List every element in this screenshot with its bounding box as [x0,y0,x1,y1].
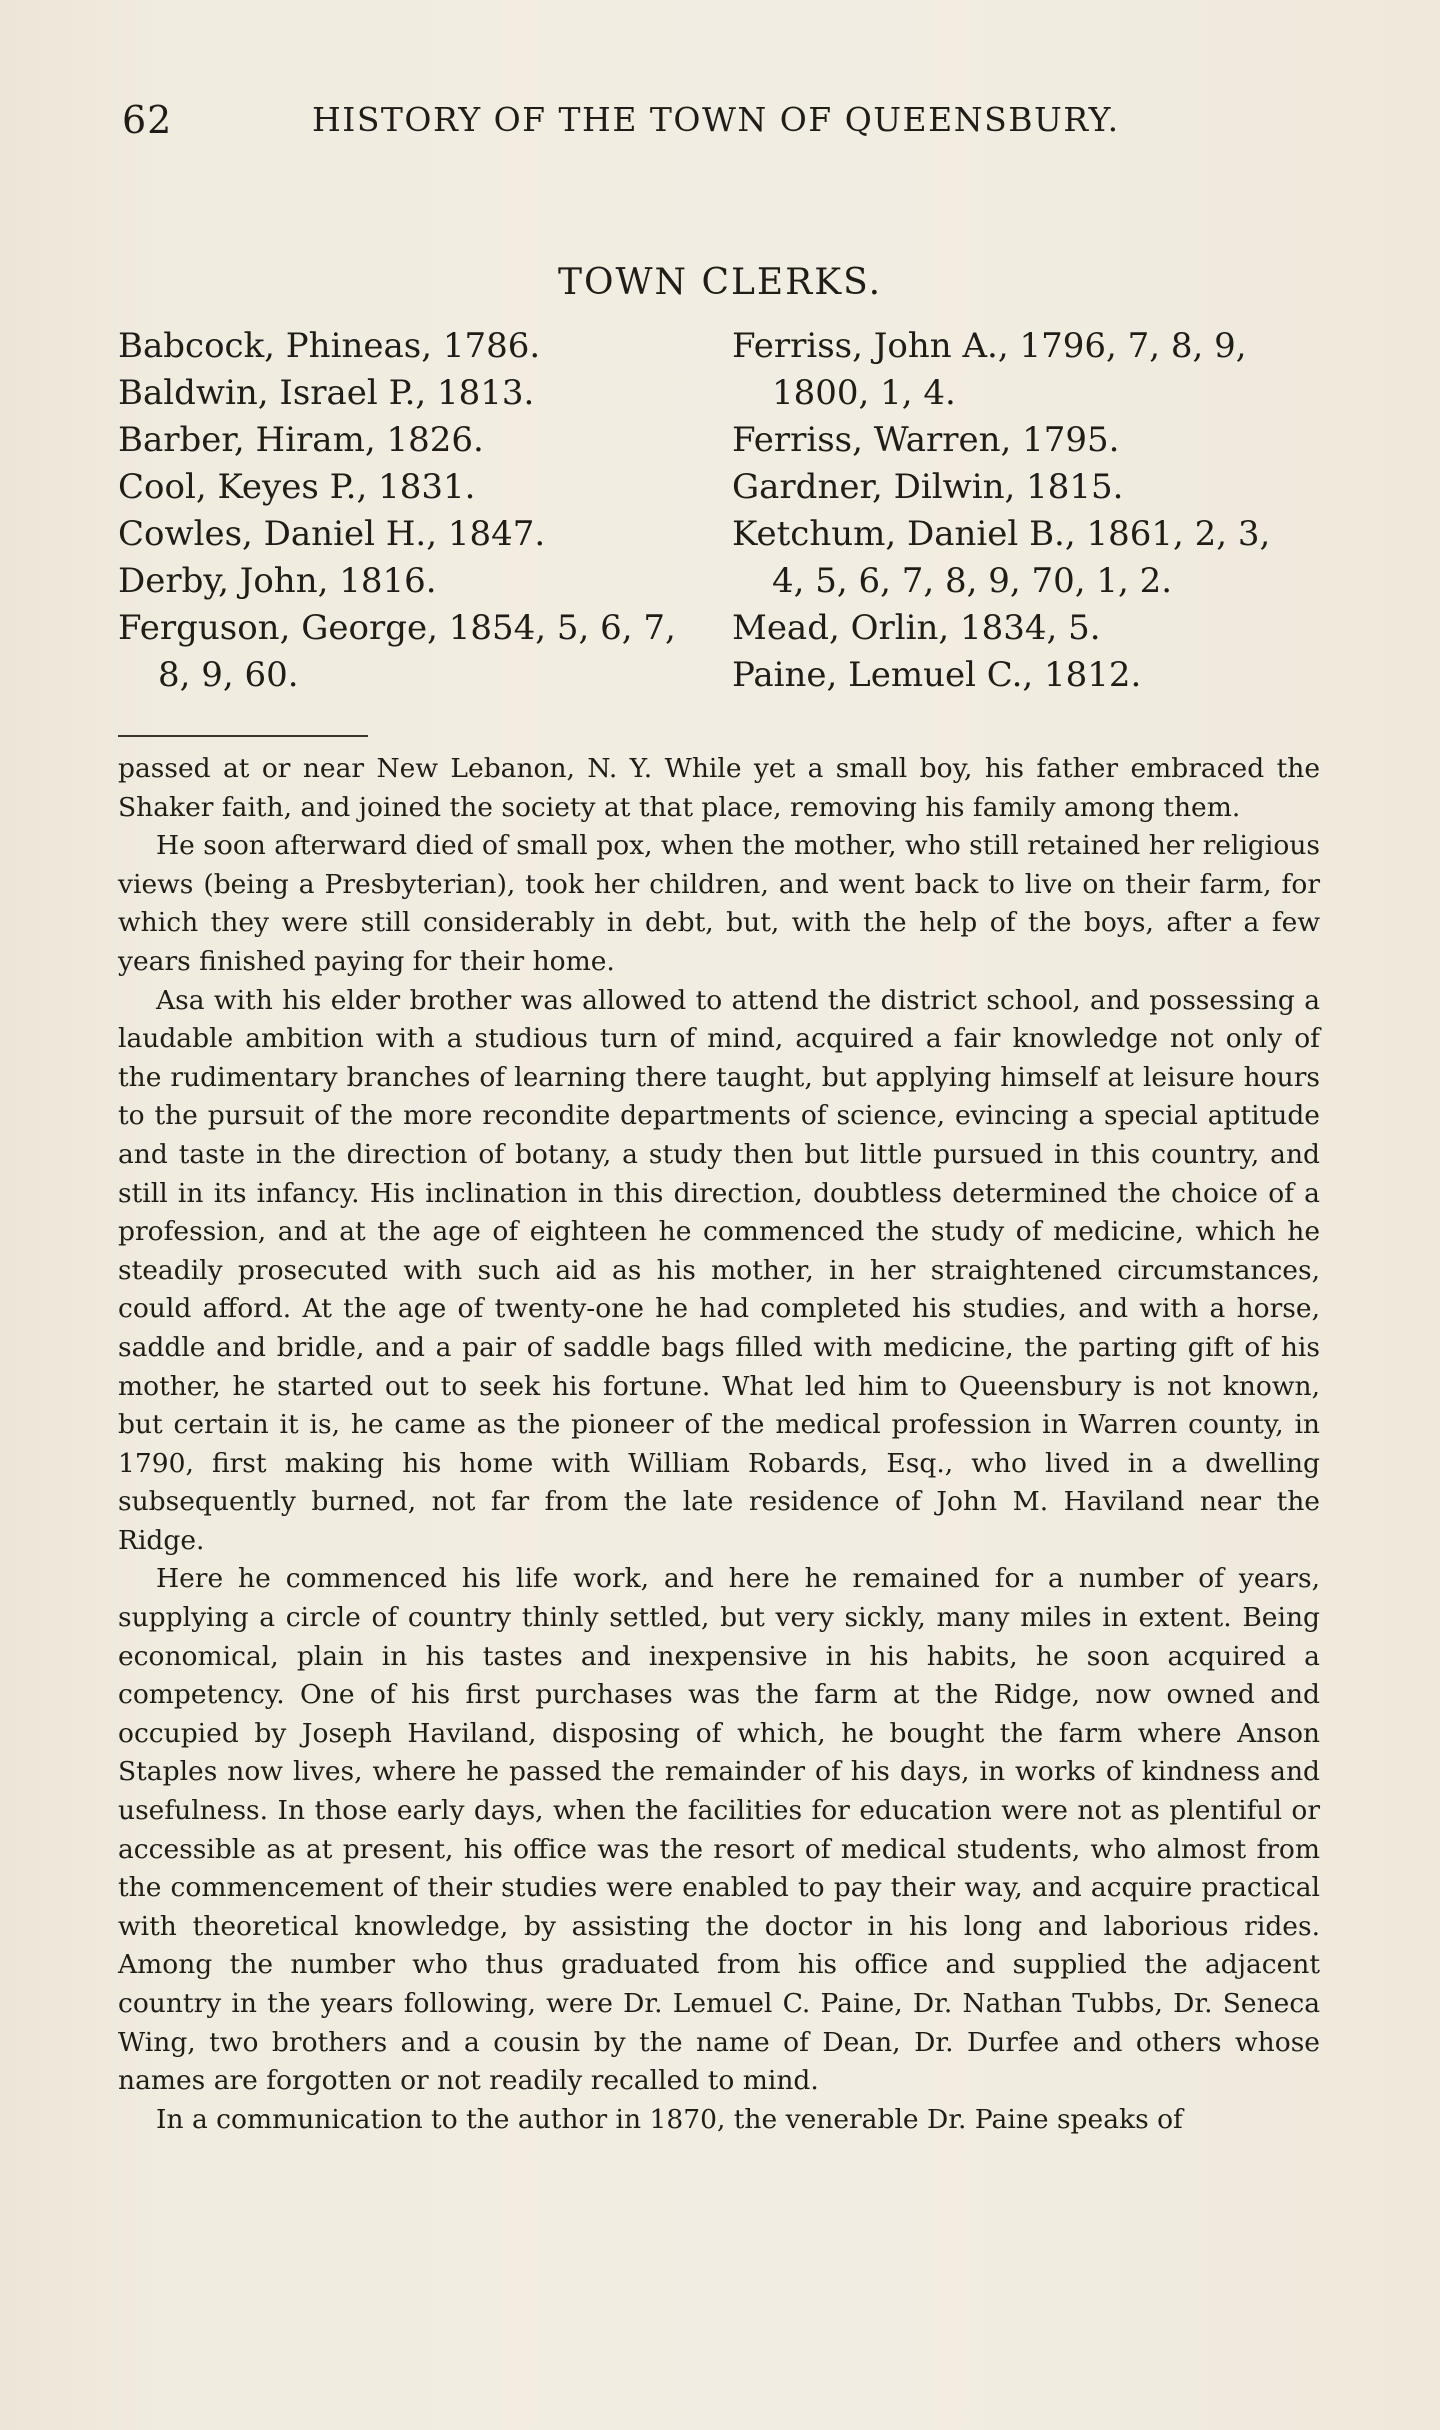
clerk-name: Baldwin, Israel P. [118,373,416,413]
clerk-years: 1831. [378,467,476,507]
clerk-entry: Ferguson, George, 1854, 5, 6, 7, [118,608,676,648]
clerk-years: 1786. [442,326,541,366]
clerk-entry: Babcock, Phineas, 1786. [118,326,541,366]
clerk-name: Babcock, Phineas [118,326,422,366]
clerk-entry: Gardner, Dilwin, 1815. [732,467,1124,507]
clerk-entry: Cool, Keyes P., 1831. [118,467,476,507]
clerk-name: Ferriss, John A. [732,326,998,366]
clerk-entry-continuation: 1800, 1, 4. [772,373,956,413]
clerk-name: Ferriss, Warren [732,420,1001,460]
paragraph: He soon afterward died of small pox, when the mother, who still retained her religious views (being a Presbyterian), took her children, and went back to live on their farm, for which they were still considerably in debt, but, with the help of the boys, after a few years finished paying for their home. [118,830,1320,977]
running-head [122,98,1322,148]
clerk-name: Gardner, Dilwin [732,467,1005,507]
town-clerks-list [118,323,1338,723]
clerk-years: 1812. [1044,655,1142,695]
clerk-name: Barber, Hiram [118,420,365,460]
clerk-entry: Cowles, Daniel H., 1847. [118,514,546,554]
clerk-entry: Paine, Lemuel C., 1812. [732,655,1142,695]
page-number: 62 [122,98,173,142]
clerk-name: Derby, John [118,561,318,601]
clerk-name: Cowles, Daniel H. [118,514,427,554]
clerk-name: Mead, Orlin [732,608,939,648]
clerk-entry: Derby, John, 1816. [118,561,437,601]
running-title: HISTORY OF THE TOWN OF QUEENSBURY. [312,100,1120,139]
clerk-name: Cool, Keyes P. [118,467,357,507]
clerk-years: 1861, 2, 3, [1086,514,1271,554]
section-divider [118,735,368,737]
clerk-entry: Ketchum, Daniel B., 1861, 2, 3, [732,514,1271,554]
clerk-years: 1796, 7, 8, 9, [1019,326,1247,366]
clerk-entry: Barber, Hiram, 1826. [118,420,484,460]
clerks-right-column [732,323,1342,699]
clerk-years: 1826. [386,420,484,460]
clerk-entry: Mead, Orlin, 1834, 5. [732,608,1101,648]
clerk-name: Paine, Lemuel C. [732,655,1023,695]
clerk-entry-continuation: 8, 9, 60. [158,655,299,695]
clerk-years: 1847. [447,514,546,554]
paragraph: passed at or near New Lebanon, N. Y. While yet a small boy, his father embraced the Shaker faith, and joined the society at that place, removing his family among them. [118,753,1320,823]
body-text [118,750,1320,2139]
clerks-left-column [118,323,730,699]
clerk-years: 1795. [1022,420,1120,460]
clerk-entry-continuation: 4, 5, 6, 7, 8, 9, 70, 1, 2. [772,561,1173,601]
clerk-entry: Baldwin, Israel P., 1813. [118,373,535,413]
paragraph: In a communication to the author in 1870, the venerable Dr. Paine speaks of [156,2103,1183,2135]
clerk-years: 1813. [437,373,535,413]
paragraph: Here he commenced his life work, and here he remained for a number of years, supplying a circle of country thinly settled, but very sickly, many miles in extent. Being economical, plain in his tastes and inexpensive in his habits, he soon acquired a competency. One of his first purchases was the farm at the Ridge, now owned and occupied by Joseph Haviland, disposing of which, he bought the farm where Anson Staples now lives, where he passed the remainder of his days, in works of kindness and usefulness. In those early days, when the facilities for education were not as plentiful or accessible as at present, his office was the resort of medical students, who almost from the commencement of their studies were enabled to pay their way, and acquire practical with theoretical knowledge, by assisting the doctor in his long and laborious rides. Among the number who thus graduated from his office and supplied the adjacent country in the years following, were Dr. Lemuel C. Paine, Dr. Nathan Tubbs, Dr. Seneca Wing, two brothers and a cousin by the name of Dean, Dr. Durfee and others whose names are forgotten or not readily recalled to mind. [118,1563,1320,2097]
clerk-name: Ferguson, George [118,608,428,648]
section-title: TOWN CLERKS. [557,262,883,303]
clerk-years: 1834, 5. [959,608,1101,648]
clerk-years: 1854, 5, 6, 7, [448,608,676,648]
clerk-name: Ketchum, Daniel B. [732,514,1065,554]
clerk-years: 1816. [339,561,437,601]
paragraph: Asa with his elder brother was allowed to attend the district school, and possessing a laudable ambition with a studious turn of mind, acquired a fair knowledge not only of the rudimentary branches of learning there taught, but applying himself at leisure hours to the pursuit of the more recondite departments of science, evincing a special aptitude and taste in the direction of botany, a study then but little pursued in this country, and still in its infancy. His inclination in this direction, doubtless determined the choice of a profession, and at the age of eighteen he commenced the study of medicine, which he steadily prosecuted with such aid as his mother, in her straightened circumstances, could afford. At the age of twenty-one he had completed his studies, and with a horse, saddle and bridle, and a pair of saddle bags filled with medicine, the parting gift of his mother, he started out to seek his fortune. What led him to Queensbury is not known, but certain it is, he came as the pioneer of the medical profession in Warren county, in 1790, first making his home with William Robards, Esq., who lived in a dwelling subsequently burned, not far from the late residence of John M. Haviland near the Ridge. [118,984,1320,1556]
clerk-years: 1815. [1026,467,1124,507]
clerk-entry: Ferriss, Warren, 1795. [732,420,1120,460]
clerk-entry: Ferriss, John A., 1796, 7, 8, 9, [732,326,1247,366]
